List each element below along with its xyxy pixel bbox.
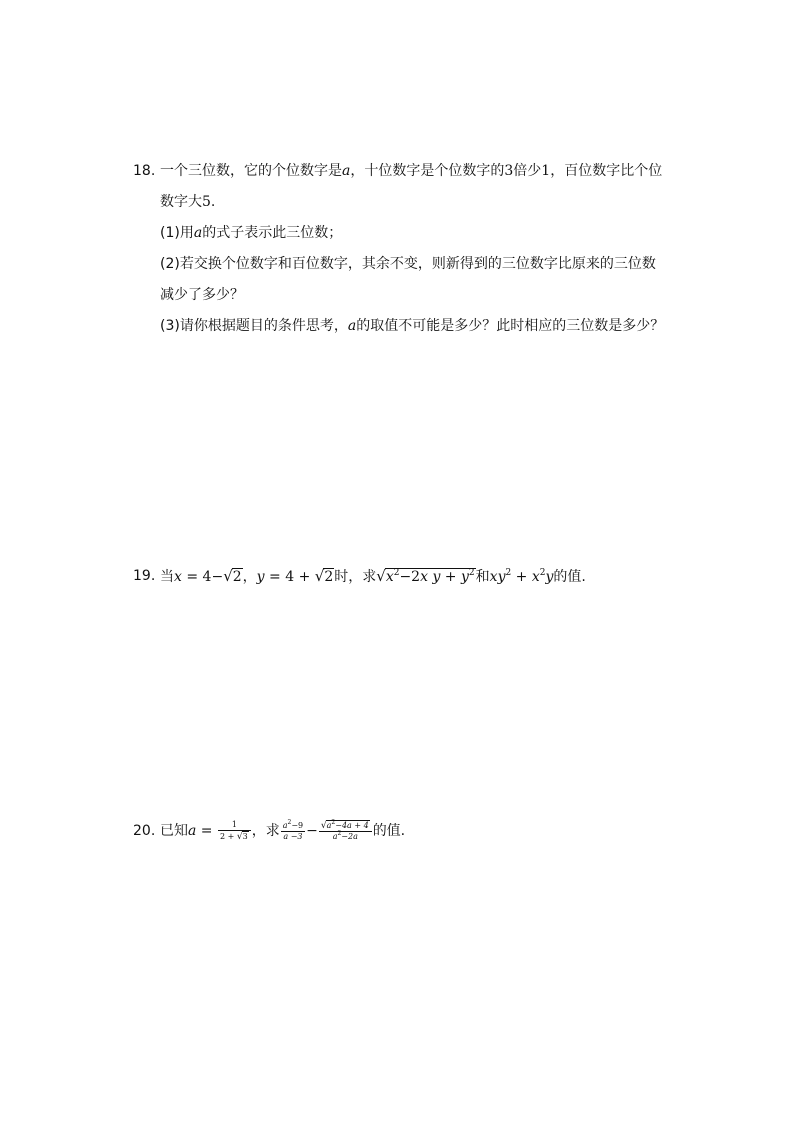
question-19-number: 19. bbox=[133, 568, 156, 584]
question-18-part-2-line-2: 减少了多少？ bbox=[160, 287, 244, 303]
question-18-line-1: 一个三位数，它的个位数字是a，十位数字是个位数字的3倍少1，百位数字比个位 bbox=[160, 163, 663, 179]
sqrt-expression: $√x^2-2x$ $y + y^2$ bbox=[376, 567, 475, 585]
question-18-line-2: 数字大5. bbox=[160, 194, 216, 210]
fraction-a-value: $\frac{1}{2 + √3}$ bbox=[218, 820, 251, 842]
variable-a: a bbox=[342, 163, 351, 179]
sqrt-2-b: √2 bbox=[314, 567, 334, 585]
question-18-part-3: (3)请你根据题目的条件思考，a的取值不可能是多少？此时相应的三位数是多少？ bbox=[160, 318, 665, 334]
sqrt-2: √2 bbox=[223, 567, 242, 585]
question-20-number: 20. bbox=[133, 823, 156, 839]
question-18-number: 18. bbox=[133, 163, 156, 179]
question-18-part-2-line-1: (2)若交换个位数字和百位数字，其余不变，则新得到的三位数字比原来的三位数 bbox=[160, 256, 656, 272]
fraction-1: $\frac{a^2-9}{a -3}$ bbox=[282, 818, 304, 841]
question-19-text: 当x = 4−√2，y = 4 + √2时，求$√x^2-2x$ $y + y^2$和$xy^2 + x^2y$的值. bbox=[160, 567, 586, 585]
fraction-2: $\frac{√a^2-4a + 4}{a^2-2a}$ bbox=[319, 820, 372, 842]
question-20-text: 已知a = $\frac{1}{2 + √3}$ ，求 $\frac{a^2-9}{a -3}$ − $\frac{√a^2-4a + 4}{a^2-2a}$ 的值. bbox=[160, 818, 406, 842]
question-18-part-1: (1)用a的式子表示此三位数； bbox=[160, 225, 343, 241]
